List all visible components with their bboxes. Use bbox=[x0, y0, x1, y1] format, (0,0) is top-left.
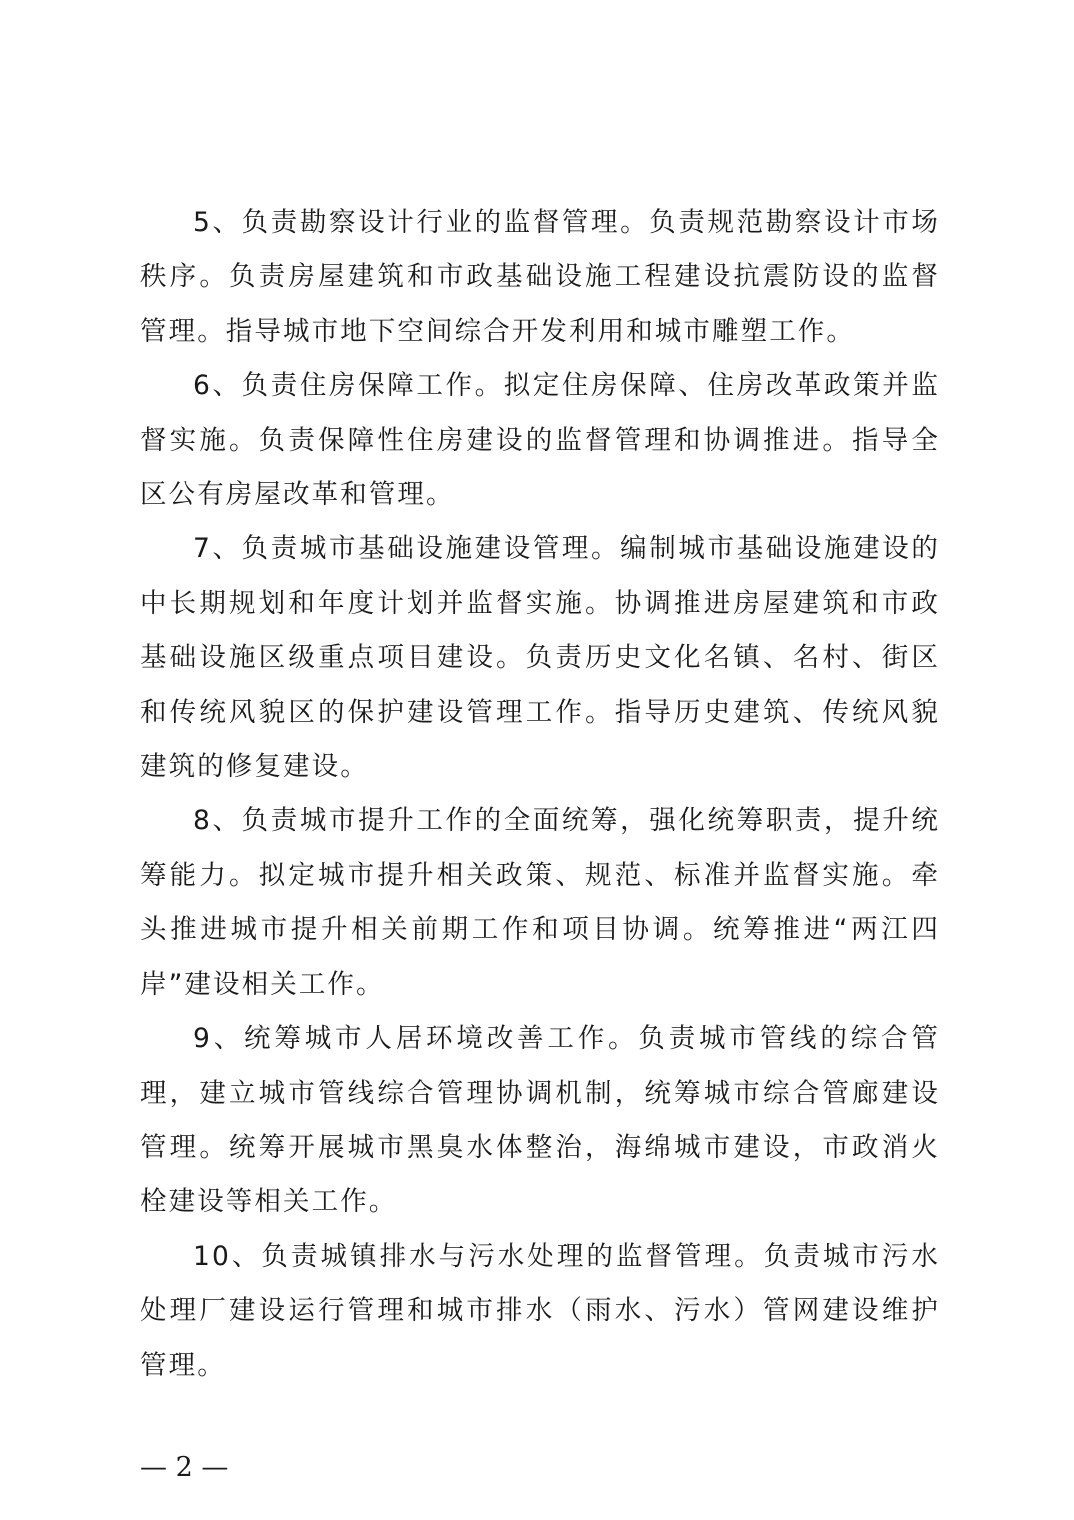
paragraph-item-6: 6、负责住房保障工作。拟定住房保障、住房改革政策并监督实施。负责保障性住房建设的监督管理和协调推进。指导全区公有房屋改革和管理。 bbox=[140, 370, 940, 511]
paragraph-item-7: 7、负责城市基础设施建设管理。编制城市基础设施建设的中长期规划和年度计划并监督实施。协调推进房屋建筑和市政基础设施区级重点项目建设。负责历史文化名镇、名村、街区和传统风貌区的保护建设管理工作。指导历史建筑、传统风貌建筑的修复建设。 bbox=[140, 533, 940, 783]
document-body bbox=[140, 196, 940, 1393]
paragraph-item-5: 5、负责勘察设计行业的监督管理。负责规范勘察设计市场秩序。负责房屋建筑和市政基础设施工程建设抗震防设的监督管理。指导城市地下空间综合开发利用和城市雕塑工作。 bbox=[140, 207, 940, 347]
paragraph-item-9: 9、统筹城市人居环境改善工作。负责城市管线的综合管理，建立城市管线综合管理协调机制，统筹城市综合管廊建设管理。统筹开展城市黑臭水体整治，海绵城市建设，市政消火栓建设等相关工作。 bbox=[140, 1023, 940, 1218]
page-number: — 2 — bbox=[140, 1452, 229, 1483]
paragraph-item-10: 10、负责城镇排水与污水处理的监督管理。负责城市污水处理厂建设运行管理和城市排水（雨水、污水）管网建设维护管理。 bbox=[140, 1240, 940, 1381]
paragraph-item-8: 8、负责城市提升工作的全面统筹，强化统筹职责，提升统筹能力。拟定城市提升相关政策、规范、标准并监督实施。牵头推进城市提升相关前期工作和项目协调。统筹推进“两江四岸”建设相关工作。 bbox=[140, 805, 940, 1000]
